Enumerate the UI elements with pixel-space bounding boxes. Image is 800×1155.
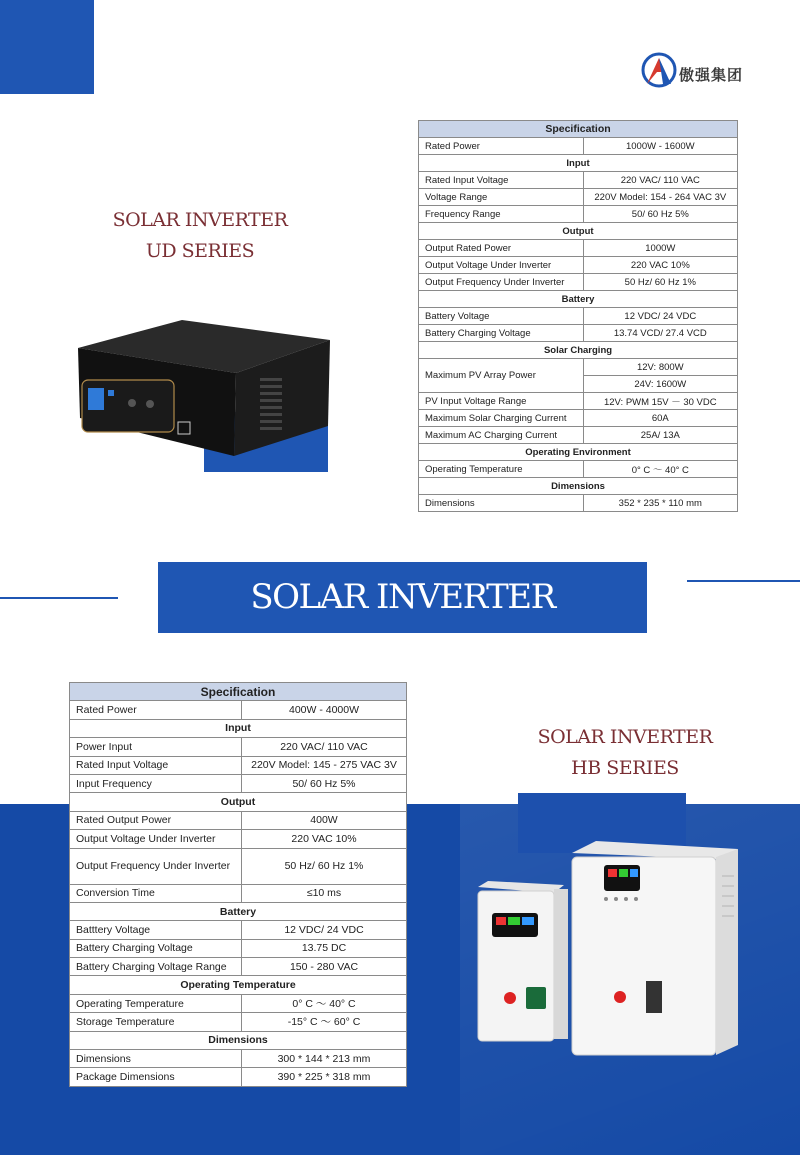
row-label: Batttery Voltage xyxy=(70,921,242,939)
row-label: Output Rated Power xyxy=(419,240,584,257)
table-row xyxy=(419,495,738,512)
row-label: Package Dimensions xyxy=(70,1068,242,1086)
table-row xyxy=(419,308,738,325)
row-label: Dimensions xyxy=(70,1050,242,1068)
row-label: Operating Temperature xyxy=(419,461,584,478)
row-label: Output Frequency Under Inverter xyxy=(70,848,242,884)
row-label: PV Input Voltage Range xyxy=(419,393,584,410)
table-section-row xyxy=(70,1031,407,1049)
row-label: Maximum AC Charging Current xyxy=(419,427,584,444)
section-heading: Input xyxy=(70,719,407,737)
ud-title-line2: UD SERIES xyxy=(145,240,255,262)
section-heading: Dimensions xyxy=(419,478,738,495)
section-heading: Battery xyxy=(70,902,407,920)
table-section-row xyxy=(419,223,738,240)
table-row xyxy=(70,921,407,939)
table-header-row xyxy=(70,683,407,701)
hb-title-line2: HB SERIES xyxy=(571,757,679,779)
table-row xyxy=(70,939,407,957)
section-heading: Operating Temperature xyxy=(70,976,407,994)
row-value: 300 * 144 * 213 mm xyxy=(242,1050,407,1068)
row-label: Output Voltage Under Inverter xyxy=(70,830,242,848)
brand-name: 傲强集团 xyxy=(679,67,744,84)
row-value: 400W - 4000W xyxy=(242,701,407,719)
row-value: 220V Model: 154 - 264 VAC 3V xyxy=(583,189,737,206)
row-value: 24V: 1600W xyxy=(583,376,737,393)
row-value: 220 VAC 10% xyxy=(583,257,737,274)
row-label: Battery Voltage xyxy=(419,308,584,325)
table-row xyxy=(419,189,738,206)
row-label: Rated Output Power xyxy=(70,811,242,829)
ud-series-title xyxy=(100,205,300,267)
row-label: Rated Input Voltage xyxy=(70,756,242,774)
row-value: 0° C ～ 40° C xyxy=(242,994,407,1012)
divider-right xyxy=(687,580,800,582)
table-row xyxy=(419,206,738,223)
row-value: 13.74 VCD/ 27.4 VCD xyxy=(583,325,737,342)
table-section-row xyxy=(419,155,738,172)
row-label: Rated Input Voltage xyxy=(419,172,584,189)
section-heading: Output xyxy=(70,793,407,811)
row-value: ≤10 ms xyxy=(242,884,407,902)
row-label: Dimensions xyxy=(419,495,584,512)
table-row xyxy=(70,848,407,884)
ud-inverter-image xyxy=(70,318,332,476)
section-heading: Dimensions xyxy=(70,1031,407,1049)
ud-title-line1: SOLAR INVERTER xyxy=(112,209,288,231)
table-row xyxy=(70,994,407,1012)
row-label: Battery Charging Voltage xyxy=(70,939,242,957)
row-label: Power Input xyxy=(70,738,242,756)
table-row xyxy=(70,756,407,774)
table-row xyxy=(419,410,738,427)
solar-inverter-banner: SOLAR INVERTER xyxy=(158,562,647,633)
table-section-row xyxy=(70,719,407,737)
table-row xyxy=(419,274,738,291)
table-row xyxy=(70,830,407,848)
table-row xyxy=(70,884,407,902)
table-section-row xyxy=(419,291,738,308)
table-header-cell: Specification xyxy=(70,683,407,701)
row-label: Battery Charging Voltage Range xyxy=(70,958,242,976)
divider-left xyxy=(0,597,118,599)
table-row xyxy=(419,240,738,257)
table-row xyxy=(70,701,407,719)
row-value: 12 VDC/ 24 VDC xyxy=(583,308,737,325)
table-section-row xyxy=(70,976,407,994)
row-value: 220 VAC/ 110 VAC xyxy=(242,738,407,756)
row-value: 50/ 60 Hz 5% xyxy=(583,206,737,223)
table-header-row xyxy=(419,121,738,138)
row-label: Maximum Solar Charging Current xyxy=(419,410,584,427)
row-value: -15° C ～ 60° C xyxy=(242,1013,407,1031)
table-row xyxy=(419,325,738,342)
row-value: 1000W xyxy=(583,240,737,257)
row-label: Operating Temperature xyxy=(70,994,242,1012)
row-label: Rated Power xyxy=(419,138,584,155)
section-heading: Operating Environment xyxy=(419,444,738,461)
row-label: Frequency Range xyxy=(419,206,584,223)
row-value: 150 - 280 VAC xyxy=(242,958,407,976)
table-row xyxy=(70,1068,407,1086)
section-heading: Input xyxy=(419,155,738,172)
table-section-row xyxy=(419,478,738,495)
row-value: 12 VDC/ 24 VDC xyxy=(242,921,407,939)
table-row xyxy=(419,393,738,410)
brand-logo-icon xyxy=(641,52,677,88)
row-value: 50 Hz/ 60 Hz 1% xyxy=(583,274,737,291)
table-row xyxy=(70,811,407,829)
row-value: 220 VAC/ 110 VAC xyxy=(583,172,737,189)
row-value: 390 * 225 * 318 mm xyxy=(242,1068,407,1086)
row-value: 0° C ～ 40° C xyxy=(583,461,737,478)
row-value: 50/ 60 Hz 5% xyxy=(242,774,407,792)
corner-decoration xyxy=(0,0,94,94)
row-label: Maximum PV Array Power xyxy=(419,359,584,393)
row-value: 25A/ 13A xyxy=(583,427,737,444)
table-row xyxy=(419,359,738,376)
hb-spec-table xyxy=(69,682,407,1087)
hb-series-title xyxy=(520,722,730,784)
table-section-row xyxy=(419,444,738,461)
row-value: 400W xyxy=(242,811,407,829)
row-value: 220V Model: 145 - 275 VAC 3V xyxy=(242,756,407,774)
table-section-row xyxy=(70,902,407,920)
row-value: 12V: PWM 15V － 30 VDC xyxy=(583,393,737,410)
table-row xyxy=(70,958,407,976)
table-header-cell: Specification xyxy=(419,121,738,138)
section-heading: Output xyxy=(419,223,738,240)
row-value: 220 VAC 10% xyxy=(242,830,407,848)
table-row xyxy=(70,1013,407,1031)
row-value: 50 Hz/ 60 Hz 1% xyxy=(242,848,407,884)
row-value: 1000W - 1600W xyxy=(583,138,737,155)
table-row xyxy=(419,172,738,189)
hb-inverter-image xyxy=(470,835,770,1075)
row-label: Conversion Time xyxy=(70,884,242,902)
table-row xyxy=(70,738,407,756)
table-row xyxy=(419,461,738,478)
table-row xyxy=(419,427,738,444)
row-label: Voltage Range xyxy=(419,189,584,206)
ud-spec-table xyxy=(418,120,738,512)
table-section-row xyxy=(419,342,738,359)
row-label: Battery Charging Voltage xyxy=(419,325,584,342)
section-heading: Solar Charging xyxy=(419,342,738,359)
row-label: Rated Power xyxy=(70,701,242,719)
table-section-row xyxy=(70,793,407,811)
table-row xyxy=(419,257,738,274)
row-value: 12V: 800W xyxy=(583,359,737,376)
hb-title-line1: SOLAR INVERTER xyxy=(537,726,713,748)
table-row xyxy=(70,1050,407,1068)
table-row xyxy=(70,774,407,792)
brand-logo xyxy=(641,52,761,92)
section-heading: Battery xyxy=(419,291,738,308)
row-label: Input Frequency xyxy=(70,774,242,792)
row-label: Output Voltage Under Inverter xyxy=(419,257,584,274)
row-value: 60A xyxy=(583,410,737,427)
row-label: Output Frequency Under Inverter xyxy=(419,274,584,291)
row-value: 352 * 235 * 110 mm xyxy=(583,495,737,512)
row-label: Storage Temperature xyxy=(70,1013,242,1031)
row-value: 13.75 DC xyxy=(242,939,407,957)
table-row xyxy=(419,138,738,155)
